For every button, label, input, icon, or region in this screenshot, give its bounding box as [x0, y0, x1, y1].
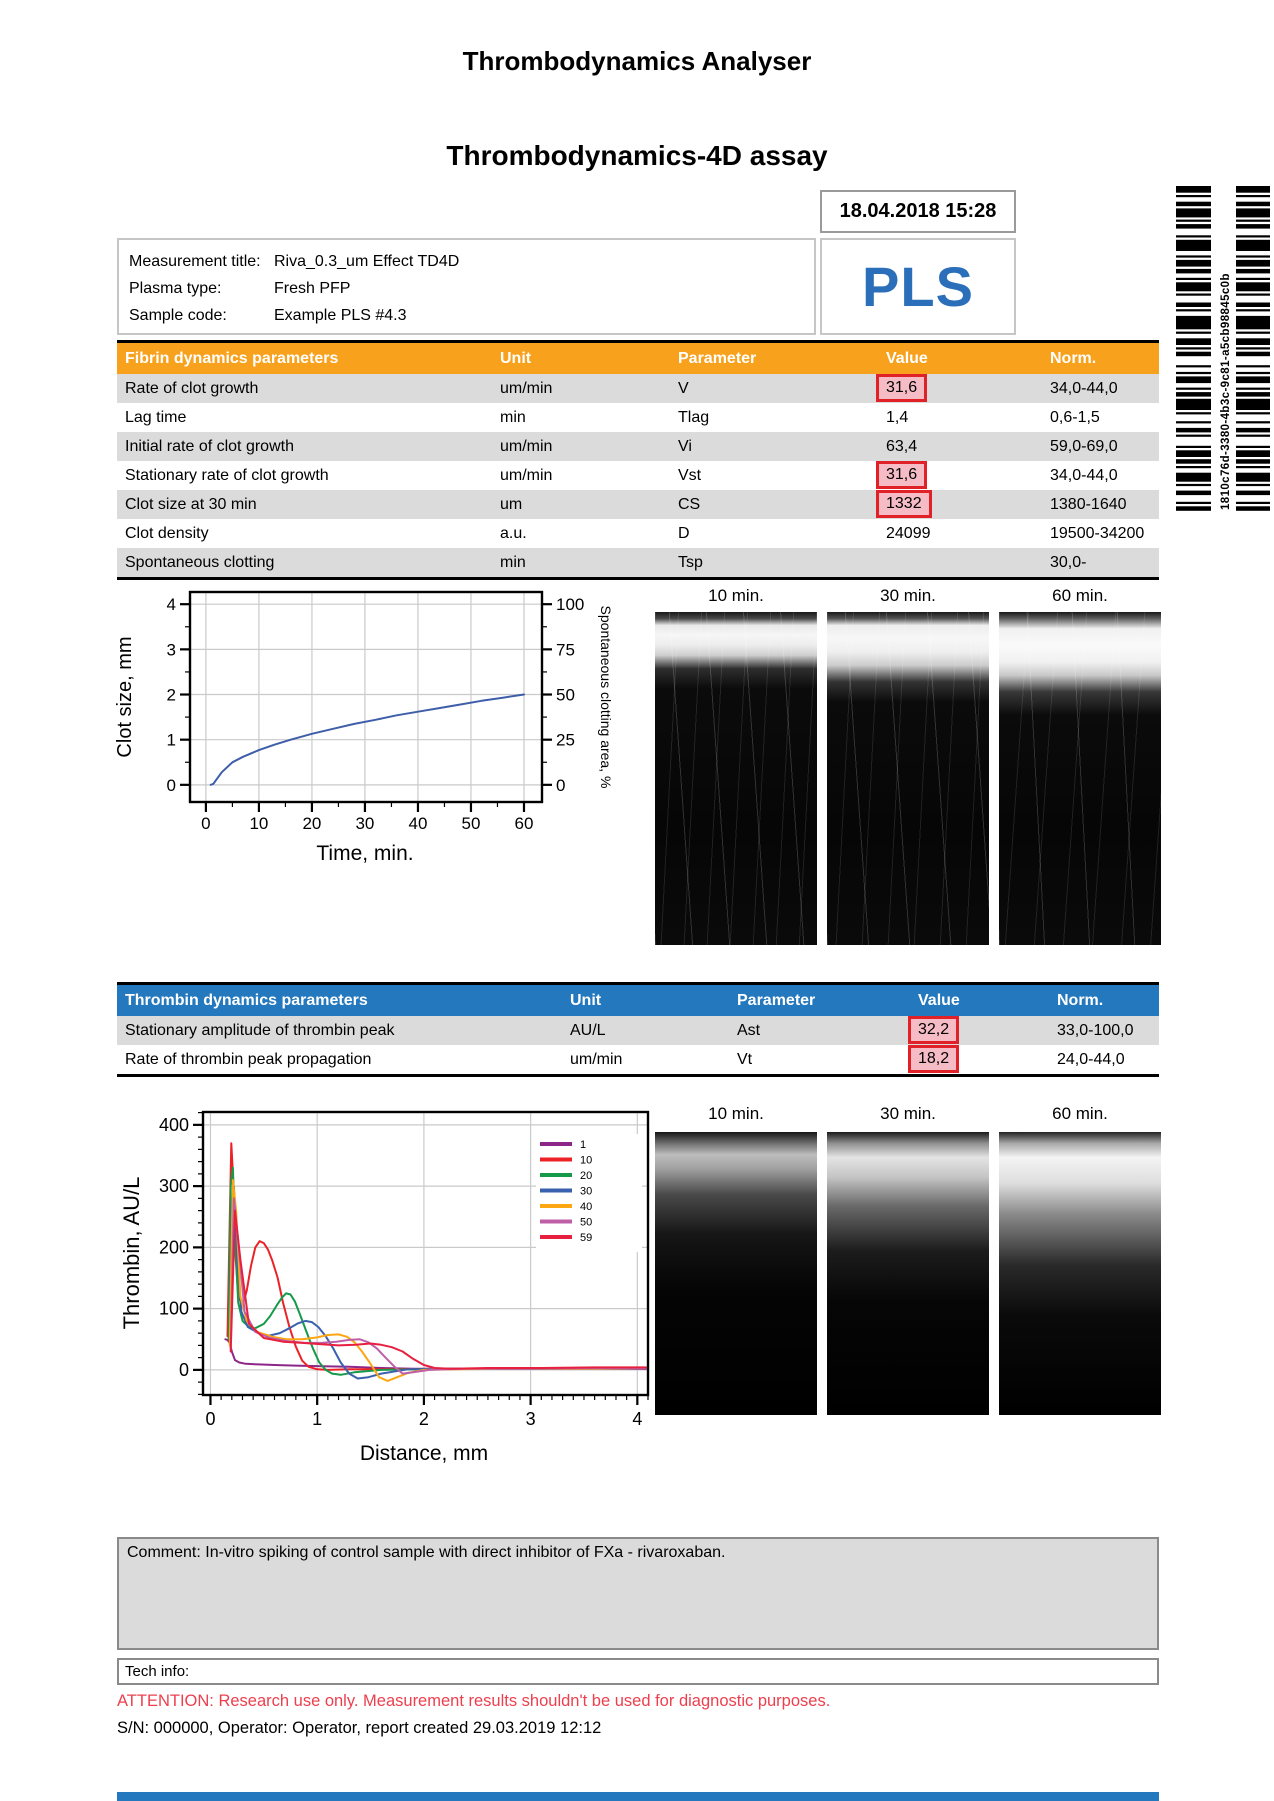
- sample-code-label: Sample code:: [129, 307, 227, 324]
- svg-text:0: 0: [205, 1409, 216, 1429]
- svg-text:Distance, mm: Distance, mm: [359, 1442, 489, 1465]
- param-unit: AU/L: [570, 1022, 606, 1039]
- thrombin-photo-10min: [655, 1132, 817, 1415]
- svg-text:1: 1: [312, 1409, 323, 1429]
- param-code: Vt: [737, 1051, 753, 1068]
- comment-text: Comment: In-vitro spiking of control sample with direct inhibitor of FXa - rivaroxaban.: [127, 1544, 726, 1561]
- serial-operator-line: S/N: 000000, Operator: Operator, report created 29.03.2019 12:12: [117, 1719, 602, 1737]
- param-code: D: [678, 525, 690, 542]
- param-value: 31,6: [876, 374, 927, 402]
- header-norm: Norm.: [1057, 992, 1104, 1009]
- param-norm: 24,0-44,0: [1057, 1051, 1125, 1068]
- param-name: Clot size at 30 min: [125, 496, 257, 513]
- param-norm: 30,0-: [1050, 554, 1087, 571]
- svg-text:Clot size, mm: Clot size, mm: [114, 636, 136, 758]
- svg-text:200: 200: [158, 1237, 189, 1258]
- table-row: [117, 432, 1159, 461]
- svg-text:50: 50: [580, 1216, 593, 1229]
- param-value: 18,2: [908, 1045, 959, 1073]
- param-norm: 34,0-44,0: [1050, 380, 1118, 397]
- param-unit: um/min: [500, 467, 553, 484]
- header-parameter: Parameter: [678, 350, 757, 367]
- param-value: 1,4: [886, 409, 909, 426]
- param-code: V: [678, 380, 689, 397]
- thrombin-photo-label-60min: 60 min.: [1052, 1104, 1108, 1123]
- table-row: [117, 548, 1159, 577]
- svg-text:300: 300: [158, 1176, 189, 1197]
- thrombin-photo-30min: [827, 1132, 989, 1415]
- svg-text:Thrombin, AU/L: Thrombin, AU/L: [119, 1176, 144, 1330]
- svg-text:0: 0: [201, 814, 211, 833]
- svg-text:50: 50: [461, 814, 481, 833]
- param-name: Initial rate of clot growth: [125, 438, 294, 455]
- svg-text:4: 4: [166, 595, 176, 615]
- param-norm: 19500-34200: [1050, 525, 1145, 542]
- param-unit: min: [500, 409, 526, 426]
- attention-notice: ATTENTION: Research use only. Measurement results shouldn't be used for diagnostic purposes.: [117, 1692, 831, 1710]
- sample-code-row: [129, 302, 814, 329]
- svg-text:4: 4: [632, 1409, 643, 1429]
- sample-code-value: Example PLS #4.3: [274, 307, 407, 324]
- bottom-bar: [117, 1792, 1159, 1801]
- header-norm: Norm.: [1050, 350, 1097, 367]
- fibrin-table-rows: [117, 374, 1159, 577]
- pls-logo-box: [820, 238, 1016, 335]
- svg-text:0: 0: [556, 775, 566, 795]
- thrombin-table-header: [117, 985, 1159, 1016]
- svg-text:0: 0: [166, 775, 176, 795]
- thrombin-dynamics-table: [117, 982, 1159, 1077]
- svg-text:1: 1: [166, 730, 176, 750]
- clot-photo-label-60min: 60 min.: [1052, 586, 1108, 605]
- param-code: Ast: [737, 1022, 761, 1039]
- svg-text:0: 0: [178, 1359, 189, 1380]
- clot-size-chart: [95, 583, 715, 883]
- param-code: CS: [678, 496, 701, 513]
- param-name: Clot density: [125, 525, 209, 542]
- param-name: Spontaneous clotting: [125, 554, 275, 571]
- param-value: 31,6: [876, 461, 927, 489]
- plasma-type-row: [129, 275, 814, 302]
- svg-text:25: 25: [556, 730, 575, 750]
- header-title: Thrombin dynamics parameters: [125, 992, 368, 1009]
- param-norm: 34,0-44,0: [1050, 467, 1118, 484]
- param-unit: min: [500, 554, 526, 571]
- svg-text:20: 20: [302, 814, 322, 833]
- tech-info-text: Tech info:: [125, 1663, 190, 1680]
- report-datetime: 18.04.2018 15:28: [839, 200, 997, 222]
- param-value: 1332: [876, 490, 932, 518]
- param-unit: um/min: [500, 380, 553, 397]
- header-title: Fibrin dynamics parameters: [125, 350, 339, 367]
- svg-text:50: 50: [556, 685, 575, 705]
- app-title: Thrombodynamics Analyser: [462, 46, 812, 76]
- table-row: [117, 1045, 1159, 1074]
- param-norm: 0,6-1,5: [1050, 409, 1100, 426]
- thrombin-photo-label-30min: 30 min.: [880, 1104, 936, 1123]
- report-title: Thrombodynamics-4D assay: [446, 140, 828, 171]
- param-unit: um/min: [570, 1051, 623, 1068]
- measurement-title-value: Riva_0.3_um Effect TD4D: [274, 253, 460, 270]
- plasma-type-label: Plasma type:: [129, 280, 222, 297]
- table-row: [117, 1016, 1159, 1045]
- svg-text:Spontaneous clotting area, %: Spontaneous clotting area, %: [598, 605, 614, 789]
- svg-text:2: 2: [166, 685, 176, 705]
- svg-text:40: 40: [408, 814, 428, 833]
- param-name: Rate of clot growth: [125, 380, 259, 397]
- tech-info-box: [117, 1658, 1159, 1685]
- clot-photo-label-10min: 10 min.: [708, 586, 764, 605]
- svg-text:40: 40: [580, 1201, 593, 1213]
- svg-text:30: 30: [580, 1185, 593, 1198]
- svg-text:75: 75: [556, 640, 575, 660]
- svg-text:30: 30: [355, 814, 375, 833]
- svg-text:100: 100: [158, 1298, 189, 1319]
- param-unit: um: [500, 496, 523, 513]
- svg-text:Time, min.: Time, min.: [316, 842, 414, 865]
- measurement-title-row: [129, 248, 814, 275]
- fibrin-table-header: [117, 343, 1159, 374]
- svg-text:100: 100: [556, 595, 585, 615]
- thrombin-chart: [105, 1093, 705, 1478]
- fibrin-dynamics-table: [117, 340, 1159, 580]
- svg-text:10: 10: [249, 814, 269, 833]
- param-name: Lag time: [125, 409, 187, 426]
- svg-text:2: 2: [418, 1409, 429, 1429]
- svg-text:20: 20: [580, 1170, 593, 1182]
- param-code: Tlag: [678, 409, 710, 426]
- header-unit: Unit: [570, 992, 602, 1009]
- param-name: Stationary amplitude of thrombin peak: [125, 1022, 395, 1039]
- thrombin-table-rows: [117, 1016, 1159, 1074]
- param-norm: 1380-1640: [1050, 496, 1127, 513]
- pls-logo: PLS: [862, 255, 974, 318]
- datetime-box: [820, 190, 1016, 233]
- param-name: Stationary rate of clot growth: [125, 467, 329, 484]
- svg-text:60: 60: [514, 814, 534, 833]
- header-parameter: Parameter: [737, 992, 816, 1009]
- thrombin-photo-60min: [999, 1132, 1161, 1415]
- clot-photo-30min: [827, 612, 989, 945]
- table-row: [117, 490, 1159, 519]
- param-value: 32,2: [908, 1016, 959, 1044]
- svg-text:3: 3: [166, 640, 176, 660]
- table-row: [117, 374, 1159, 403]
- svg-text:59: 59: [580, 1232, 593, 1244]
- param-unit: a.u.: [500, 525, 527, 542]
- svg-text:3: 3: [525, 1409, 536, 1429]
- thrombin-photo-label-10min: 10 min.: [708, 1104, 764, 1123]
- svg-text:400: 400: [158, 1114, 189, 1135]
- sample-info-box: [117, 238, 816, 335]
- svg-text:1: 1: [580, 1139, 587, 1151]
- comment-box: [117, 1537, 1159, 1650]
- barcode: [1176, 186, 1270, 513]
- table-row: [117, 403, 1159, 432]
- header-value: Value: [918, 992, 960, 1009]
- param-norm: 33,0-100,0: [1057, 1022, 1134, 1039]
- measurement-title-label: Measurement title:: [129, 253, 261, 270]
- table-row: [117, 519, 1159, 548]
- param-value: 63,4: [886, 438, 918, 455]
- clot-photo-60min: [999, 612, 1161, 945]
- param-value: 24099: [886, 525, 931, 542]
- param-norm: 59,0-69,0: [1050, 438, 1118, 455]
- header-unit: Unit: [500, 350, 532, 367]
- param-name: Rate of thrombin peak propagation: [125, 1051, 372, 1068]
- svg-text:1810c76d-3380-4b3c-9c81-a5cb98: 1810c76d-3380-4b3c-9c81-a5cb98845c0b: [1220, 273, 1232, 510]
- barcode-bars: [1176, 186, 1270, 513]
- table-row: [117, 461, 1159, 490]
- plasma-type-value: Fresh PFP: [274, 280, 351, 297]
- param-code: Tsp: [678, 554, 703, 571]
- param-code: Vi: [678, 438, 692, 455]
- clot-photo-10min: [655, 612, 817, 945]
- param-unit: um/min: [500, 438, 553, 455]
- clot-photo-label-30min: 30 min.: [880, 586, 936, 605]
- svg-text:10: 10: [580, 1154, 593, 1167]
- param-code: Vst: [678, 467, 702, 484]
- header-value: Value: [886, 350, 928, 367]
